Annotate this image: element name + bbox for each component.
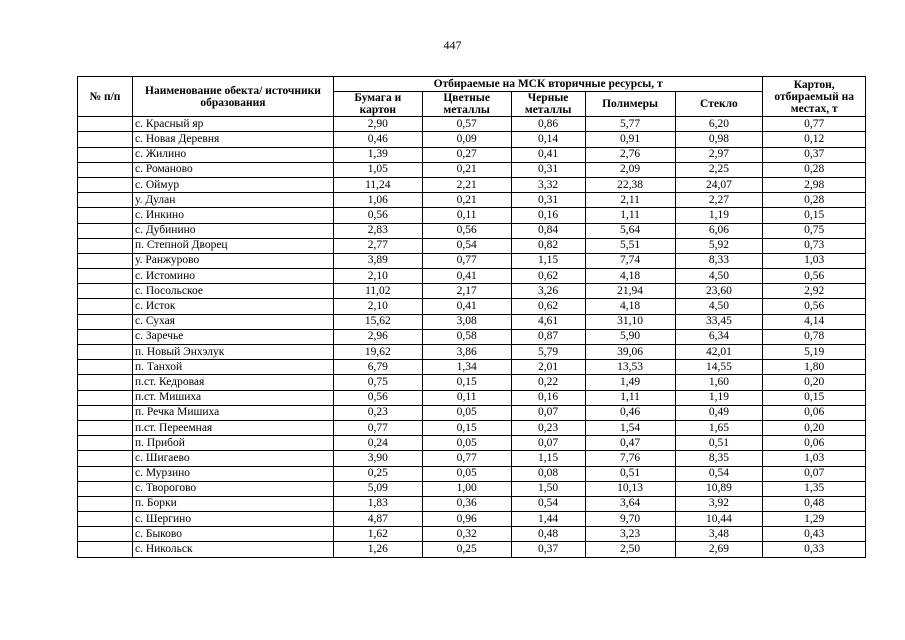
- row-value: 0,57: [422, 117, 511, 132]
- row-value: 9,70: [585, 512, 675, 527]
- table-row: [78, 299, 866, 314]
- row-value: 10,13: [585, 481, 675, 496]
- row-index: [78, 329, 133, 344]
- header-paper: Бумага и картон: [333, 92, 422, 117]
- row-value: 0,07: [763, 466, 866, 481]
- row-value: 0,16: [511, 208, 585, 223]
- row-name: с. Шигаево: [132, 451, 333, 466]
- row-name: п. Танхой: [132, 360, 333, 375]
- table-body: [78, 117, 866, 557]
- row-value: 0,84: [511, 223, 585, 238]
- row-value: 0,07: [511, 436, 585, 451]
- row-value: 0,54: [422, 238, 511, 253]
- row-name: с. Новая Деревня: [132, 132, 333, 147]
- row-index: [78, 238, 133, 253]
- row-value: 3,92: [675, 496, 763, 511]
- row-value: 15,62: [333, 314, 422, 329]
- page-number: 447: [443, 38, 462, 52]
- row-value: 3,32: [511, 177, 585, 192]
- row-name: п. Прибой: [132, 436, 333, 451]
- row-value: 2,77: [333, 238, 422, 253]
- row-index: [78, 162, 133, 177]
- table-row: [78, 466, 866, 481]
- table-row: [78, 329, 866, 344]
- row-name: у. Ранжурово: [132, 253, 333, 268]
- row-name: п. Степной Дворец: [132, 238, 333, 253]
- header-name: Наименование обекта/ источники образования: [132, 77, 333, 117]
- table-row: [78, 253, 866, 268]
- row-value: 0,56: [763, 299, 866, 314]
- row-value: 3,89: [333, 253, 422, 268]
- row-value: 8,33: [675, 253, 763, 268]
- row-value: 0,58: [422, 329, 511, 344]
- row-value: 1,39: [333, 147, 422, 162]
- row-value: 2,83: [333, 223, 422, 238]
- row-value: 0,48: [763, 496, 866, 511]
- row-value: 0,98: [675, 132, 763, 147]
- row-name: с. Оймур: [132, 177, 333, 192]
- row-value: 0,41: [422, 269, 511, 284]
- row-value: 0,78: [763, 329, 866, 344]
- row-name: с. Романово: [132, 162, 333, 177]
- header-nonferrous: Цветные металлы: [422, 92, 511, 117]
- table-row: [78, 284, 866, 299]
- row-value: 0,21: [422, 193, 511, 208]
- table-row: [78, 512, 866, 527]
- row-value: 0,07: [511, 405, 585, 420]
- row-index: [78, 208, 133, 223]
- row-value: 0,41: [422, 299, 511, 314]
- row-name: п. Борки: [132, 496, 333, 511]
- row-value: 6,79: [333, 360, 422, 375]
- header-index: № п/п: [78, 77, 133, 117]
- row-index: [78, 542, 133, 557]
- row-value: 0,23: [333, 405, 422, 420]
- table-row: [78, 496, 866, 511]
- header-ferrous: Черные металлы: [511, 92, 585, 117]
- row-value: 7,74: [585, 253, 675, 268]
- row-value: 0,56: [422, 223, 511, 238]
- row-value: 1,44: [511, 512, 585, 527]
- row-index: [78, 253, 133, 268]
- row-value: 5,79: [511, 345, 585, 360]
- row-value: 0,75: [333, 375, 422, 390]
- row-value: 6,34: [675, 329, 763, 344]
- row-value: 1,65: [675, 420, 763, 435]
- row-value: 1,80: [763, 360, 866, 375]
- table-row: [78, 542, 866, 557]
- row-value: 0,15: [763, 208, 866, 223]
- row-value: 0,05: [422, 436, 511, 451]
- row-value: 0,41: [511, 147, 585, 162]
- row-value: 0,46: [585, 405, 675, 420]
- row-value: 0,32: [422, 527, 511, 542]
- row-value: 0,37: [511, 542, 585, 557]
- row-index: [78, 527, 133, 542]
- row-value: 1,35: [763, 481, 866, 496]
- row-value: 3,26: [511, 284, 585, 299]
- row-name: п.ст. Мишиха: [132, 390, 333, 405]
- table-row: [78, 223, 866, 238]
- row-value: 4,87: [333, 512, 422, 527]
- row-value: 0,77: [422, 451, 511, 466]
- table-row: [78, 132, 866, 147]
- row-value: 0,56: [763, 269, 866, 284]
- row-value: 1,54: [585, 420, 675, 435]
- row-value: 3,48: [675, 527, 763, 542]
- row-value: 0,62: [511, 299, 585, 314]
- row-index: [78, 405, 133, 420]
- row-index: [78, 390, 133, 405]
- row-value: 0,24: [333, 436, 422, 451]
- table-row: [78, 360, 866, 375]
- row-value: 2,98: [763, 177, 866, 192]
- row-value: 0,56: [333, 208, 422, 223]
- row-index: [78, 420, 133, 435]
- row-value: 1,15: [511, 253, 585, 268]
- row-name: с. Заречье: [132, 329, 333, 344]
- row-value: 0,14: [511, 132, 585, 147]
- row-value: 0,51: [675, 436, 763, 451]
- row-value: 39,06: [585, 345, 675, 360]
- row-index: [78, 117, 133, 132]
- row-value: 0,37: [763, 147, 866, 162]
- row-value: 13,53: [585, 360, 675, 375]
- row-value: 0,77: [422, 253, 511, 268]
- row-value: 0,48: [511, 527, 585, 542]
- row-name: с. Быково: [132, 527, 333, 542]
- row-value: 2,10: [333, 269, 422, 284]
- row-index: [78, 496, 133, 511]
- row-index: [78, 177, 133, 192]
- row-value: 3,64: [585, 496, 675, 511]
- row-value: 5,90: [585, 329, 675, 344]
- row-value: 0,91: [585, 132, 675, 147]
- table-row: [78, 117, 866, 132]
- table-row: [78, 481, 866, 496]
- row-index: [78, 193, 133, 208]
- row-value: 0,49: [675, 405, 763, 420]
- row-value: 0,27: [422, 147, 511, 162]
- row-value: 0,11: [422, 208, 511, 223]
- row-value: 7,76: [585, 451, 675, 466]
- row-value: 10,44: [675, 512, 763, 527]
- row-value: 0,46: [333, 132, 422, 147]
- row-name: с. Сухая: [132, 314, 333, 329]
- table-row: [78, 375, 866, 390]
- row-value: 0,28: [763, 193, 866, 208]
- row-value: 2,09: [585, 162, 675, 177]
- row-value: 21,94: [585, 284, 675, 299]
- row-value: 2,11: [585, 193, 675, 208]
- row-value: 11,02: [333, 284, 422, 299]
- row-value: 1,60: [675, 375, 763, 390]
- row-value: 0,77: [763, 117, 866, 132]
- row-value: 0,77: [333, 420, 422, 435]
- row-value: 0,23: [511, 420, 585, 435]
- row-value: 2,01: [511, 360, 585, 375]
- header-glass: Стекло: [675, 92, 763, 117]
- row-value: 0,15: [422, 420, 511, 435]
- row-value: 3,90: [333, 451, 422, 466]
- row-value: 5,09: [333, 481, 422, 496]
- row-value: 1,50: [511, 481, 585, 496]
- row-name: п. Речка Мишиха: [132, 405, 333, 420]
- row-value: 0,86: [511, 117, 585, 132]
- row-value: 3,23: [585, 527, 675, 542]
- row-name: с. Истомино: [132, 269, 333, 284]
- row-value: 0,08: [511, 466, 585, 481]
- row-value: 11,24: [333, 177, 422, 192]
- header-group: Отбираемые на МСК вторичные ресурсы, т: [333, 77, 762, 92]
- row-value: 0,62: [511, 269, 585, 284]
- row-value: 10,89: [675, 481, 763, 496]
- row-value: 0,15: [422, 375, 511, 390]
- row-value: 3,08: [422, 314, 511, 329]
- row-value: 4,50: [675, 299, 763, 314]
- row-name: с. Красный яр: [132, 117, 333, 132]
- row-index: [78, 481, 133, 496]
- row-value: 0,21: [422, 162, 511, 177]
- row-value: 1,29: [763, 512, 866, 527]
- row-value: 0,31: [511, 193, 585, 208]
- row-value: 0,43: [763, 527, 866, 542]
- row-value: 1,11: [585, 208, 675, 223]
- table-row: [78, 420, 866, 435]
- header-row-top: [78, 77, 866, 92]
- row-value: 0,75: [763, 223, 866, 238]
- row-value: 24,07: [675, 177, 763, 192]
- row-value: 1,06: [333, 193, 422, 208]
- row-index: [78, 132, 133, 147]
- row-value: 6,20: [675, 117, 763, 132]
- row-index: [78, 147, 133, 162]
- row-value: 2,21: [422, 177, 511, 192]
- table-row: [78, 527, 866, 542]
- row-value: 0,33: [763, 542, 866, 557]
- row-value: 0,11: [422, 390, 511, 405]
- row-value: 0,56: [333, 390, 422, 405]
- row-value: 5,77: [585, 117, 675, 132]
- row-value: 0,12: [763, 132, 866, 147]
- row-value: 1,19: [675, 390, 763, 405]
- row-value: 0,15: [763, 390, 866, 405]
- header-cardboard-on-site: Картон, отбираемый на местах, т: [763, 77, 866, 117]
- row-name: п.ст. Кедровая: [132, 375, 333, 390]
- row-value: 1,15: [511, 451, 585, 466]
- row-value: 4,50: [675, 269, 763, 284]
- table-row: [78, 162, 866, 177]
- row-value: 2,96: [333, 329, 422, 344]
- table-row: [78, 208, 866, 223]
- table-row: [78, 147, 866, 162]
- row-value: 0,16: [511, 390, 585, 405]
- row-value: 0,06: [763, 405, 866, 420]
- row-value: 1,03: [763, 451, 866, 466]
- recyclables-table: [77, 76, 866, 558]
- row-value: 23,60: [675, 284, 763, 299]
- table-row: [78, 269, 866, 284]
- row-index: [78, 466, 133, 481]
- row-value: 31,10: [585, 314, 675, 329]
- row-value: 4,14: [763, 314, 866, 329]
- row-value: 0,20: [763, 375, 866, 390]
- row-value: 1,19: [675, 208, 763, 223]
- row-value: 33,45: [675, 314, 763, 329]
- row-value: 0,31: [511, 162, 585, 177]
- header-polymers: Полимеры: [585, 92, 675, 117]
- row-index: [78, 345, 133, 360]
- row-value: 14,55: [675, 360, 763, 375]
- row-index: [78, 451, 133, 466]
- table-row: [78, 451, 866, 466]
- row-value: 2,50: [585, 542, 675, 557]
- row-name: с. Творогово: [132, 481, 333, 496]
- row-value: 4,18: [585, 299, 675, 314]
- row-value: 2,69: [675, 542, 763, 557]
- table-row: [78, 193, 866, 208]
- row-index: [78, 360, 133, 375]
- row-value: 0,05: [422, 405, 511, 420]
- row-name: с. Исток: [132, 299, 333, 314]
- row-value: 0,47: [585, 436, 675, 451]
- row-value: 0,54: [511, 496, 585, 511]
- row-name: с. Инкино: [132, 208, 333, 223]
- row-index: [78, 375, 133, 390]
- row-value: 0,36: [422, 496, 511, 511]
- row-value: 2,90: [333, 117, 422, 132]
- row-value: 2,27: [675, 193, 763, 208]
- row-index: [78, 314, 133, 329]
- row-value: 0,96: [422, 512, 511, 527]
- row-value: 0,05: [422, 466, 511, 481]
- row-value: 4,18: [585, 269, 675, 284]
- row-value: 5,64: [585, 223, 675, 238]
- row-index: [78, 284, 133, 299]
- row-value: 8,35: [675, 451, 763, 466]
- row-index: [78, 436, 133, 451]
- row-value: 1,03: [763, 253, 866, 268]
- row-name: с. Дубинино: [132, 223, 333, 238]
- row-index: [78, 299, 133, 314]
- row-value: 1,34: [422, 360, 511, 375]
- table-row: [78, 436, 866, 451]
- row-value: 2,25: [675, 162, 763, 177]
- row-value: 5,92: [675, 238, 763, 253]
- row-name: у. Дулан: [132, 193, 333, 208]
- row-value: 5,19: [763, 345, 866, 360]
- row-value: 1,26: [333, 542, 422, 557]
- row-value: 2,10: [333, 299, 422, 314]
- table-row: [78, 405, 866, 420]
- row-value: 2,76: [585, 147, 675, 162]
- row-value: 4,61: [511, 314, 585, 329]
- row-value: 0,22: [511, 375, 585, 390]
- row-name: с. Никольск: [132, 542, 333, 557]
- row-name: с. Мурзино: [132, 466, 333, 481]
- row-value: 0,25: [333, 466, 422, 481]
- row-value: 1,62: [333, 527, 422, 542]
- row-value: 19,62: [333, 345, 422, 360]
- row-value: 0,28: [763, 162, 866, 177]
- row-name: п.ст. Переемная: [132, 420, 333, 435]
- row-value: 3,86: [422, 345, 511, 360]
- row-value: 0,54: [675, 466, 763, 481]
- row-name: с. Посольское: [132, 284, 333, 299]
- row-value: 2,92: [763, 284, 866, 299]
- row-name: с. Жилино: [132, 147, 333, 162]
- row-index: [78, 512, 133, 527]
- row-value: 0,20: [763, 420, 866, 435]
- row-index: [78, 223, 133, 238]
- row-value: 0,51: [585, 466, 675, 481]
- row-value: 1,00: [422, 481, 511, 496]
- table-row: [78, 177, 866, 192]
- row-value: 1,49: [585, 375, 675, 390]
- row-value: 0,82: [511, 238, 585, 253]
- row-name: с. Шергино: [132, 512, 333, 527]
- row-value: 42,01: [675, 345, 763, 360]
- table-row: [78, 314, 866, 329]
- row-value: 0,25: [422, 542, 511, 557]
- row-value: 22,38: [585, 177, 675, 192]
- row-value: 1,11: [585, 390, 675, 405]
- row-value: 2,97: [675, 147, 763, 162]
- row-value: 0,87: [511, 329, 585, 344]
- row-value: 0,06: [763, 436, 866, 451]
- table-row: [78, 238, 866, 253]
- row-value: 5,51: [585, 238, 675, 253]
- row-value: 0,09: [422, 132, 511, 147]
- row-value: 2,17: [422, 284, 511, 299]
- row-value: 1,83: [333, 496, 422, 511]
- table-row: [78, 345, 866, 360]
- table-row: [78, 390, 866, 405]
- row-value: 6,06: [675, 223, 763, 238]
- row-value: 0,73: [763, 238, 866, 253]
- row-name: п. Новый Энхэлук: [132, 345, 333, 360]
- row-value: 1,05: [333, 162, 422, 177]
- row-index: [78, 269, 133, 284]
